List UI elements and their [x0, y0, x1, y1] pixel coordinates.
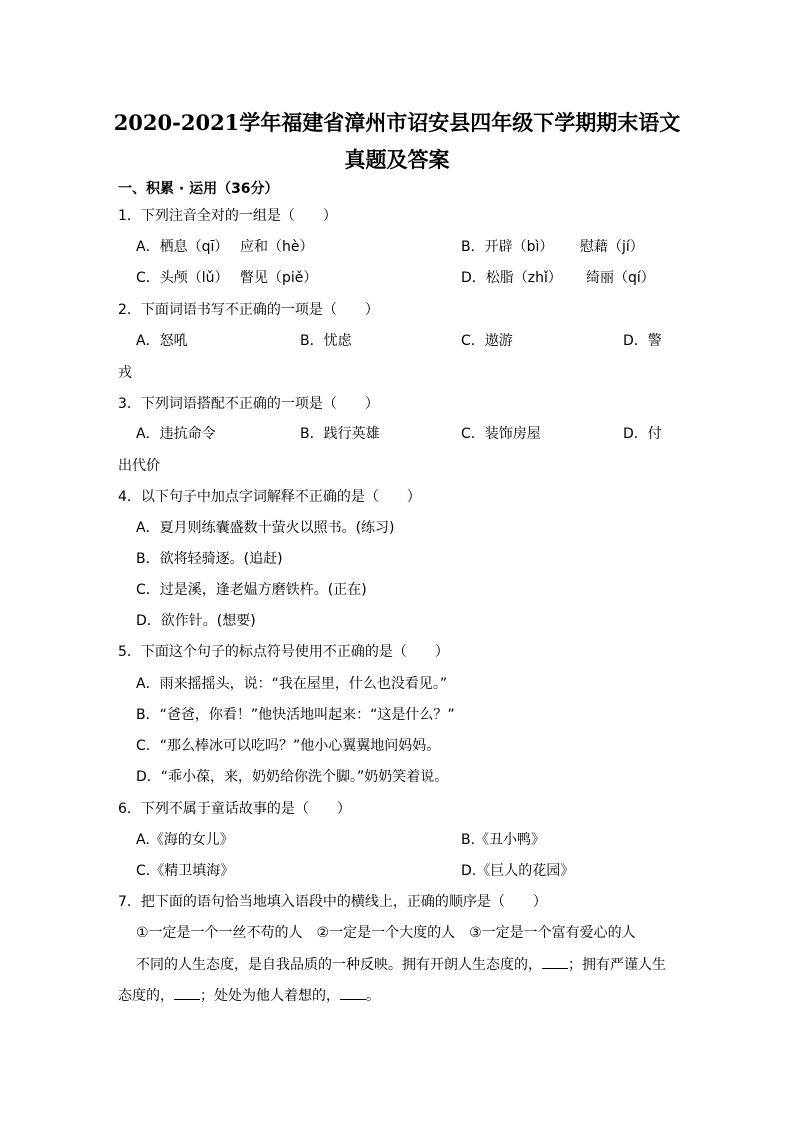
q1-option-d: D．松脂（zhǐ）: [461, 270, 562, 286]
q1-option-b: B．开辟（bì）: [461, 239, 554, 255]
q6-option-a: A.《海的女儿》: [136, 832, 234, 848]
q3-option-a: A．违抗命令: [136, 426, 216, 442]
question-6-stem: 6．下列不属于童话故事的是（ ）: [118, 801, 351, 817]
q2-option-c: C．遨游: [461, 333, 513, 349]
q5-option-a: A．雨来摇摇头，说：“我在屋里，什么也没看见。”: [136, 676, 448, 692]
question-2-stem: 2．下面词语书写不正确的一项是（ ）: [118, 302, 379, 318]
question-5-stem: 5．下面这个句子的标点符号使用不正确的是（ ）: [118, 644, 449, 660]
q7-para-text: 态度的，: [118, 988, 174, 1004]
q1-option-a-word2: 应和（hè）: [240, 239, 314, 255]
q4-option-c: C．过是溪，逢老媪方磨铁杵。(正在): [136, 582, 367, 598]
q2-option-d: D．警: [623, 333, 662, 349]
q5-option-b: B．“爸爸，你看！”他快活地叫起来：“这是什么？”: [136, 707, 455, 723]
fill-blank: [542, 956, 568, 969]
q6-option-b: B.《丑小鸭》: [461, 832, 546, 848]
q3-option-d: D．付: [623, 426, 662, 442]
q5-option-c: C．“那么棒冰可以吃吗？”他小心翼翼地问妈妈。: [136, 738, 441, 754]
question-3-stem: 3．下列词语搭配不正确的一项是（ ）: [118, 396, 379, 412]
q3-option-c: C．装饰房屋: [461, 426, 541, 442]
q1-option-c: C．头颅（lǔ）: [136, 270, 229, 286]
doc-title-line2: 真题及答案: [344, 147, 450, 172]
q4-option-b: B．欲将轻骑逐。(追赶): [136, 551, 283, 567]
q6-option-d: D.《巨人的花园》: [461, 863, 575, 879]
q2-option-d-continued: 戎: [118, 365, 132, 381]
q7-para-text: 不同的人生态度，是自我品质的一种反映。拥有开朗人生态度的，: [136, 957, 542, 973]
q5-option-d: D．“乖小葆，来，奶奶给你洗个脚。”奶奶笑着说。: [136, 769, 449, 785]
q1-option-d-word2: 绮丽（qí）: [586, 270, 655, 286]
q2-option-b: B．忧虑: [300, 333, 352, 349]
question-4-stem: 4．以下句子中加点字词解释不正确的是（ ）: [118, 489, 421, 505]
q7-para-text: ；处处为他人着想的，: [200, 988, 340, 1004]
q7-sentence-options: ①一定是一个一丝不苟的人 ②一定是一个大度的人 ③一定是一个富有爱心的人: [136, 925, 636, 941]
q3-option-d-continued: 出代价: [118, 458, 160, 474]
q7-paragraph-line1: [136, 956, 666, 974]
fill-blank: [174, 987, 200, 1000]
q2-option-a: A．怒吼: [136, 333, 188, 349]
fill-blank: [340, 987, 366, 1000]
q6-option-c: C.《精卫填海》: [136, 863, 235, 879]
q7-paragraph-line2: [118, 987, 380, 1005]
q1-option-c-word2: 瞥见（piě）: [240, 270, 318, 286]
q3-option-b: B．践行英雄: [300, 426, 380, 442]
q7-para-text: 。: [366, 988, 380, 1004]
q7-para-text: ；拥有严谨人生: [568, 957, 666, 973]
question-7-stem: 7．把下面的语句恰当地填入语段中的横线上，正确的顺序是（ ）: [118, 894, 547, 910]
doc-title-line1: 2020-2021学年福建省漳州市诏安县四年级下学期期末语文: [113, 110, 681, 135]
section-heading: 一、积累 · 运用（36分）: [118, 181, 279, 197]
q4-option-a: A．夏月则练囊盛数十萤火以照书。(练习): [136, 520, 395, 536]
q4-option-d: D．欲作针。(想要): [136, 613, 256, 629]
q1-option-a: A．栖息（qī）: [136, 239, 229, 255]
question-1-stem: 1．下列注音全对的一组是（ ）: [118, 208, 337, 224]
q1-option-b-word2: 慰藉（jí）: [580, 239, 644, 255]
